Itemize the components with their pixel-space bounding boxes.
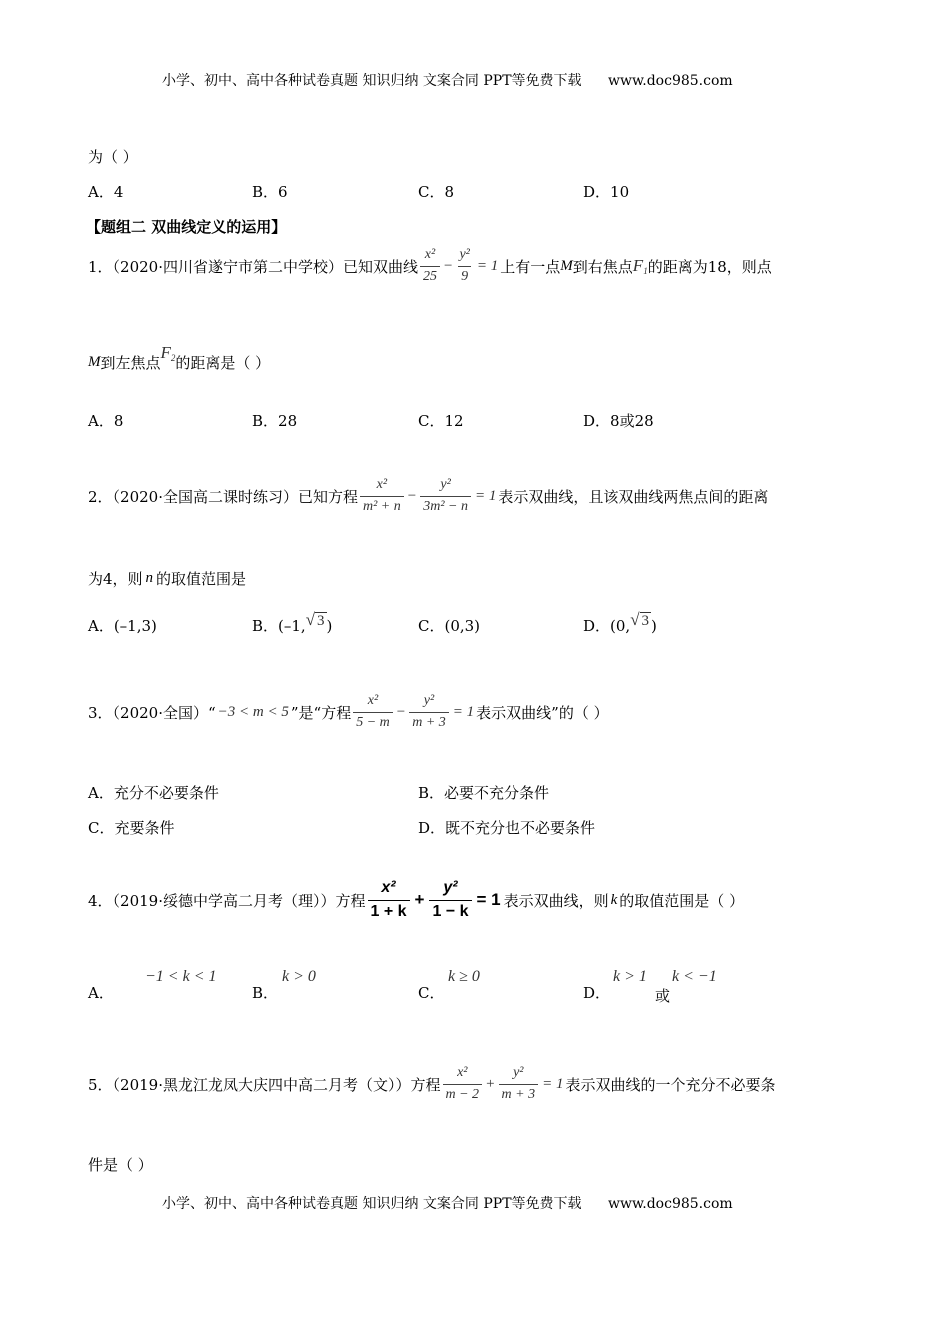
q2-fraction-y [420,478,471,514]
q1-mid: 上有一点 [500,257,561,276]
q5-fraction-x [443,1066,483,1102]
q5-line2: 件是（ ） [88,1156,153,1174]
q1-f1 [633,256,648,276]
q1-point-m: M [560,257,573,274]
q4-frac2-den: 1 − k [429,900,471,921]
q4-option-d-or: 或 [655,987,671,1005]
q5-line1: 5．（2019·黑龙江龙凤大庆四中高二月考（文））方程 $\frac{\text{x²}}{m - 2}$ + $\frac{\text{y²}}{m + 3}$ = 1 表示双曲线的一个充分不必要条 [88,1065,776,1102]
q2-option-b-pre: B．(–1, [252,617,306,635]
q3-frac1-den: 5 − m [353,712,393,731]
q2-option-d-pre: D．(0, [583,617,631,635]
q2-option-d-radicand: 3 [641,613,650,629]
q5-equals: = 1 [542,1075,564,1092]
page-footer [162,1193,733,1213]
footer-text: 小学、初中、高中各种试卷真题 知识归纳 文案合同 PPT等免费下载 [162,1196,582,1212]
q4-option-b-label: B． [252,984,279,1002]
q4-option-a-label: A． [88,984,114,1002]
q4-option-d-label: D． [583,984,611,1002]
q1-line2 [88,342,271,373]
q5-frac2-den: m + 3 [499,1084,539,1103]
q1-equals: = 1 [476,257,499,274]
q3-fraction-y [409,694,449,730]
q2-line2-b: 的取值范围是 [156,570,247,588]
q5-fraction-y [499,1066,539,1102]
q4-option-c-label: C． [418,984,445,1002]
q3-option-a: A．充分不必要条件 [88,784,219,802]
q3-frac2-den: m + 3 [409,712,449,731]
sqrt-icon: √ 3 [630,610,650,629]
q2-option-b-radicand: 3 [317,613,325,629]
q3-line1: 3．（2020·全国）“ −3 < m < 5 ”是“方程 $\frac{\text{x²}}{5 - m}$ − $\frac{\text{y²}}{m + 3}$ = 1 表示双曲线”的（ ） [88,693,609,730]
q3-prefix: 3．（2020·全国）“ [88,703,216,722]
q4-option-a-math: −1 < k < 1 [145,968,217,985]
q1-line1: 1．（2020·四川省遂宁市第二中学校）已知双曲线 $\frac{\text{x²}}{25}$ − $\frac{\text{y²}}{9}$ = 1 上有一点 M 到右焦点 $F_1$ 的距离为18，则点 [88,247,772,284]
q1-frac1-den: 25 [420,266,440,285]
q5-suffix: 表示双曲线的一个充分不必要条 [565,1075,776,1094]
footer-site: www.doc985.com [607,1196,733,1212]
q2-line2-a: 为4，则 [88,570,143,588]
q2-option-d-post: ) [651,616,657,635]
q2-line1: 2．（2020·全国高二课时练习）已知方程 $\frac{\text{x²}}{\text{m² + n}}$ − $\frac{\text{y²}}{\text{3m² − n}}$ = 1 表示双曲线，且该双曲线两焦点间的距离 [88,477,769,514]
header-text: 小学、初中、高中各种试卷真题 知识归纳 文案合同 PPT等免费下载 [162,73,582,89]
q0-option-b: B．6 [252,183,288,201]
q3-fraction-x [353,694,393,730]
q3-option-c: C．充要条件 [88,819,175,837]
q1-mid2: 到右焦点 [572,257,633,276]
q2-prefix: 2．（2020·全国高二课时练习）已知方程 [88,487,358,506]
q1-option-b: B．28 [252,412,298,430]
q2-var-n: n [145,570,154,586]
q2-line2 [88,568,246,589]
q2-frac1-num: x² [376,477,388,492]
q2-option-c: C．(0,3) [418,617,481,635]
q2-frac1-den: m² + n [360,496,404,515]
q2-frac2-num: y² [440,477,451,492]
q3-frac2-num: y² [423,693,435,708]
q0-tail: 为（ ） [88,148,138,166]
q2-fraction-x [360,478,404,514]
q3-suffix: 表示双曲线”的（ ） [476,703,609,722]
q4-option-c-math: k ≥ 0 [448,968,480,985]
q1-fraction-y [456,248,472,284]
q5-prefix: 5．（2019·黑龙江龙凤大庆四中高二月考（文））方程 [88,1075,441,1094]
q4-equals: = 1 [476,890,501,910]
q4-frac1-num: x² [381,879,396,896]
q5-frac1-num: x² [457,1065,468,1080]
q4-fraction-y [429,880,471,921]
q4-option-d-math2: k < −1 [672,968,717,985]
q4-suffix-b: 的取值范围是（ ） [619,891,745,910]
q3-option-d: D．既不充分也不必要条件 [418,819,596,837]
q4-var-k: k [610,891,618,908]
q0-option-d: D．10 [583,183,630,201]
q0-option-a: A．4 [88,183,124,201]
q2-equals: = 1 [475,487,497,504]
q3-option-b: B．必要不充分条件 [418,784,550,802]
header-site: www.doc985.com [607,73,733,89]
q1-option-d: D．8或28 [583,412,654,430]
q1-f2-sub: 2 [170,352,176,363]
q1-f2-letter: F [160,342,171,362]
q1-prefix: 1．（2020·四川省遂宁市第二中学校）已知双曲线 [88,257,418,276]
section-title: 【题组二 双曲线定义的运用】 [86,218,287,236]
page-header [162,70,733,90]
q1-f1-letter: F [632,256,644,276]
q1-f1-sub: 1 [643,266,648,277]
q4-frac2-num: y² [443,879,458,896]
q1-line2-m: M [88,354,101,370]
q1-frac1-num: x² [424,247,436,262]
q1-fraction-x [420,248,440,284]
q2-option-b-post: ) [326,616,333,635]
q2-option-b [252,604,332,636]
q1-frac2-den: 9 [458,266,471,285]
q4-suffix-a: 表示双曲线，则 [503,891,609,910]
q2-suffix: 表示双曲线，且该双曲线两焦点间的距离 [498,487,769,506]
q4-prefix: 4．（2019·绥德中学高二月考（理））方程 [88,891,366,910]
q2-option-d [583,604,657,636]
q1-frac2-num: y² [459,247,470,262]
q0-option-c: C．8 [418,183,455,201]
sqrt-icon: √ 3 [305,610,325,629]
q4-fraction-x [368,880,410,921]
q4-option-d-math1: k > 1 [613,968,647,985]
q1-f2 [161,343,176,363]
q1-suffix: 的距离为18，则点 [647,257,772,276]
q4-option-b-math: k > 0 [282,968,316,985]
q1-option-c: C．12 [418,412,464,430]
q2-frac2-den: 3m² − n [420,496,471,515]
q1-line2-b: 的距离是（ ） [175,354,271,372]
q5-frac1-den: m − 2 [443,1084,483,1103]
q1-option-a: A．8 [88,412,124,430]
q3-frac1-num: x² [367,693,379,708]
q3-mid: ”是“方程 [290,703,352,722]
q3-condition: −3 < m < 5 [217,703,289,720]
q3-equals: = 1 [452,703,475,720]
q4-line1: 4．（2019·绥德中学高二月考（理））方程 $\frac{\text{x²}}{1 + k}$ + $\frac{\text{y²}}{1 - k}$ = 1 表示双曲线，则 k 的取值范围是（ ） [88,879,745,920]
q4-frac1-den: 1 + k [368,900,410,921]
q5-frac2-num: y² [513,1065,524,1080]
q2-option-a: A．(–1,3) [88,617,157,635]
q1-line2-a: 到左焦点 [100,354,161,372]
